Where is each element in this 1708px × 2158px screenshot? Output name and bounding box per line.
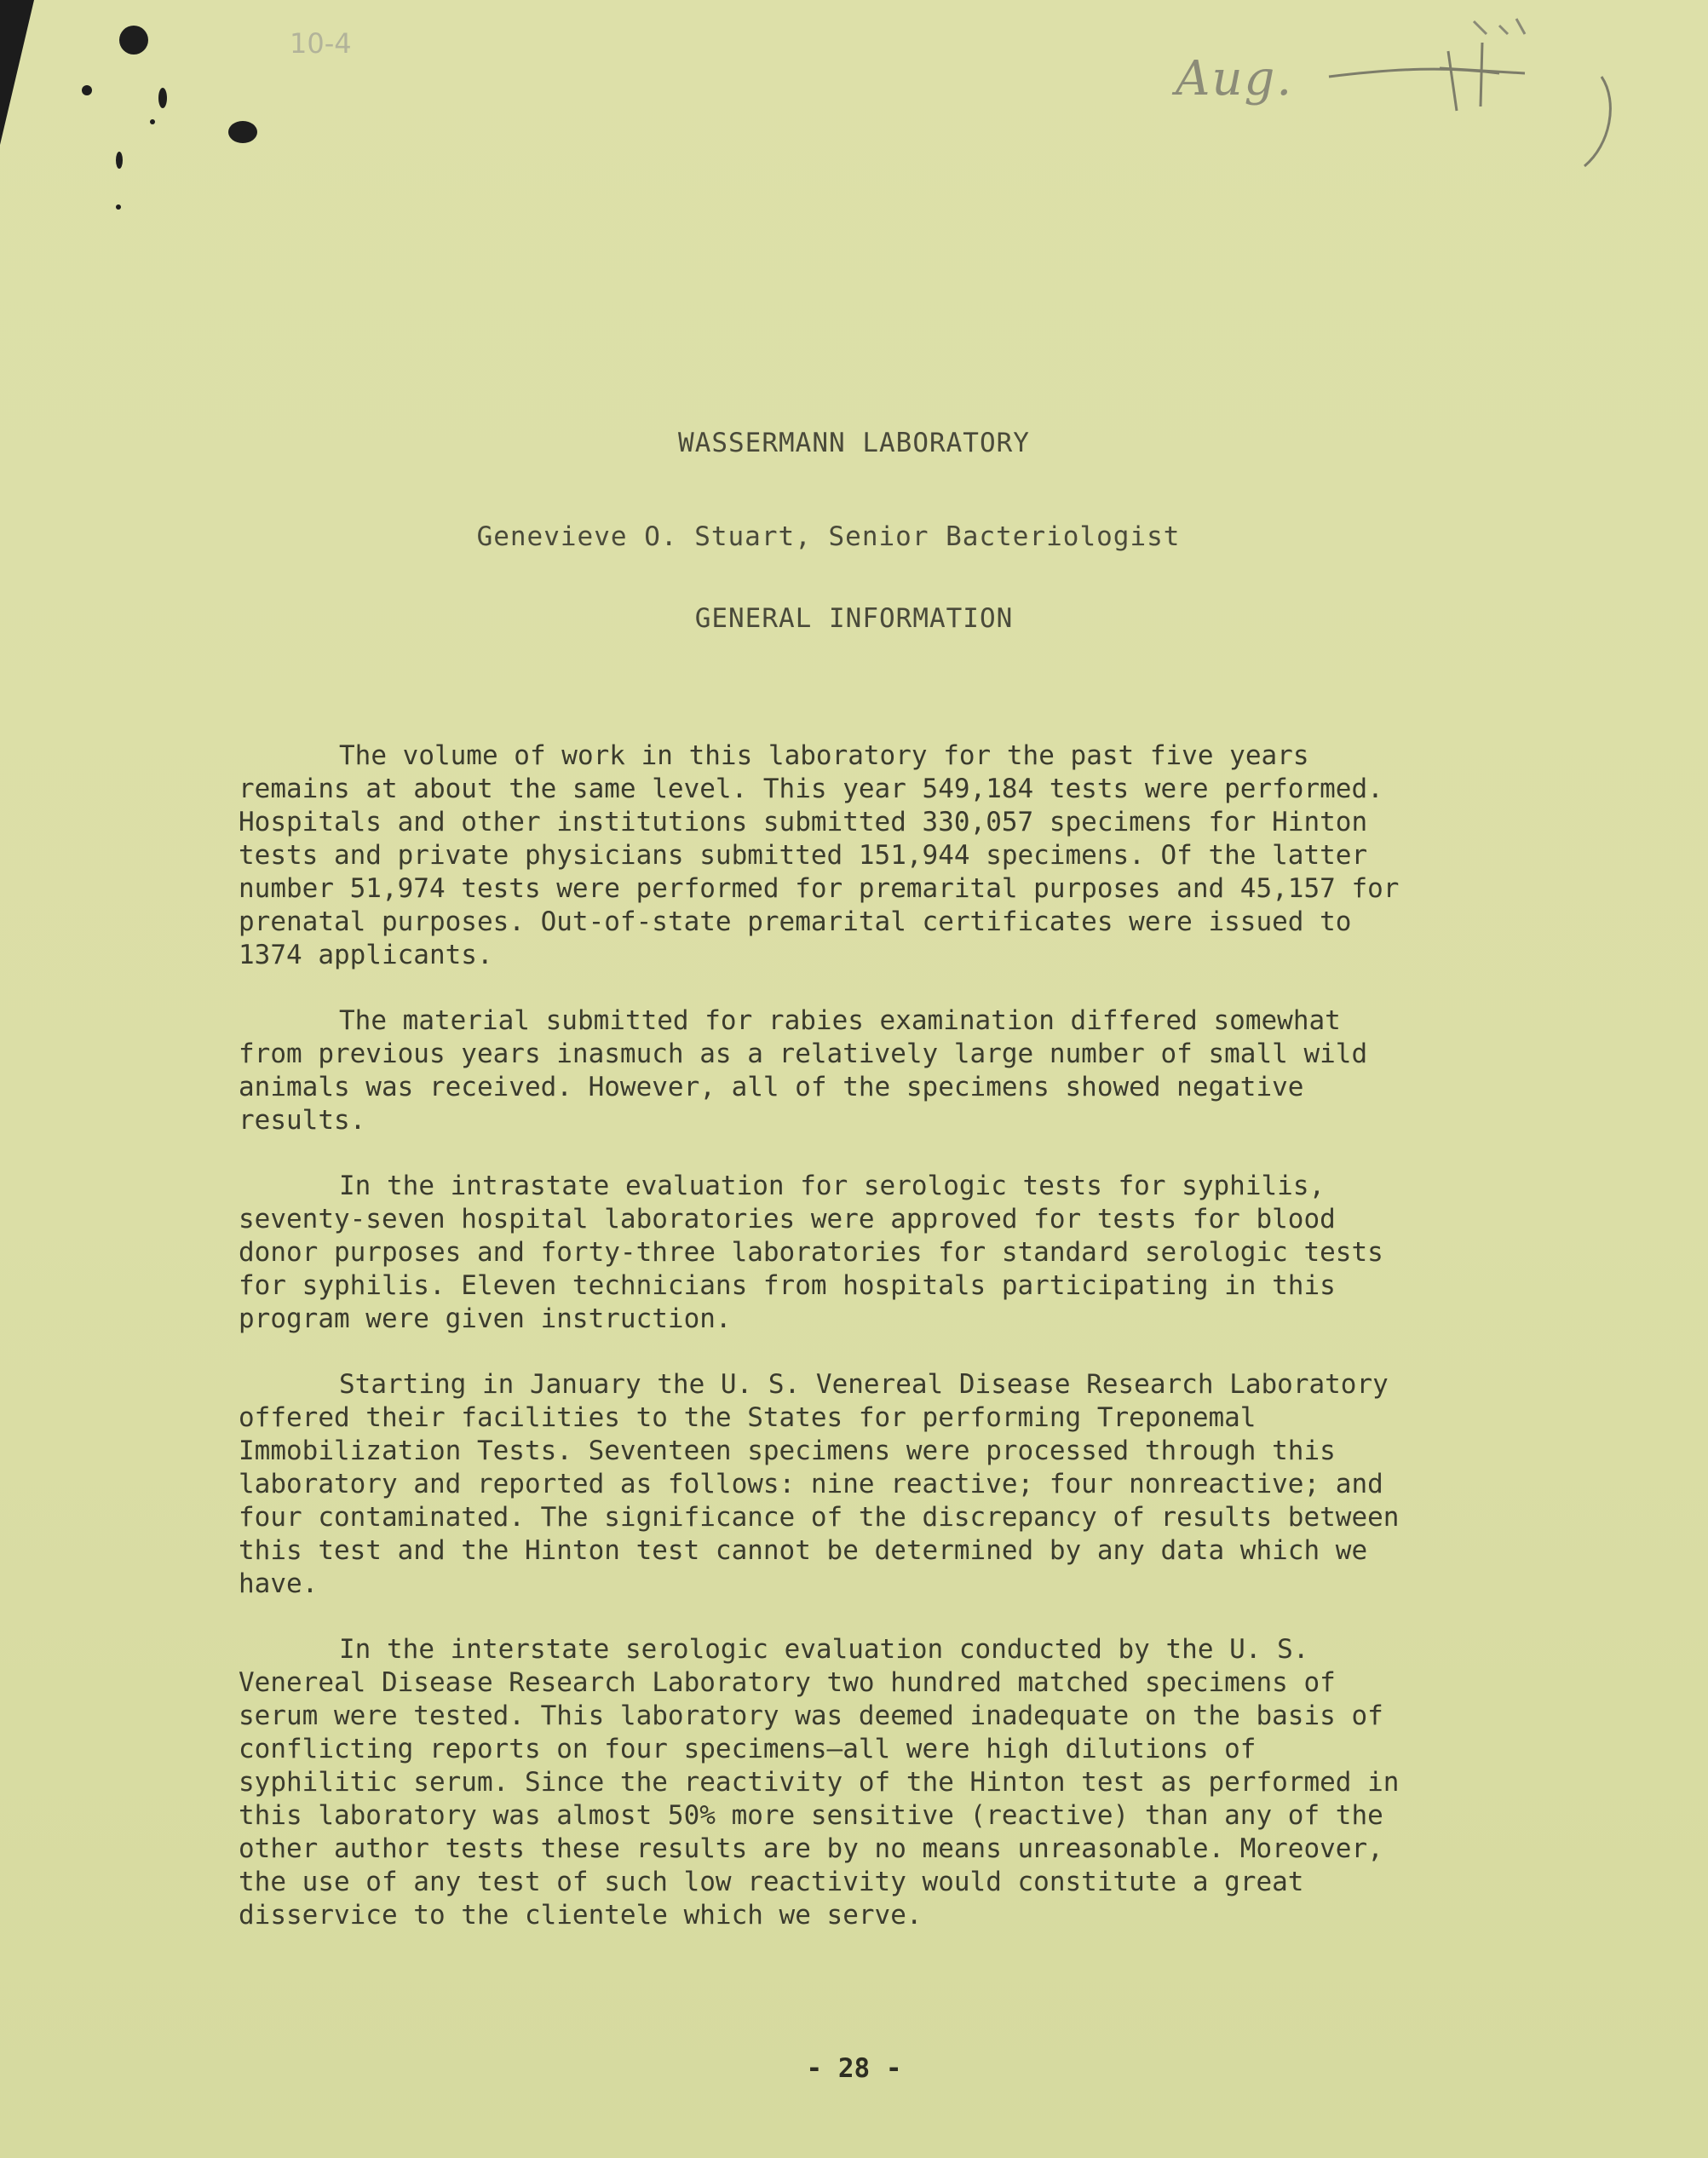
author-line: Genevieve O. Stuart, Senior Bacteriologist [476,521,1181,552]
paragraph: In the intrastate evaluation for serologic tests for syphilis, seventy-seven hospital laboratories were approved for tests for blood donor purposes and forty-three laboratories for standard serologic tests for syphilis. Eleven technicians from hospitals participating in this program were given instruction. [239,1171,1383,1334]
page-number: - 28 - [806,2053,902,2084]
pencil-note-date: Aug. [1176,51,1294,106]
paragraph: In the interstate serologic evaluation conducted by the U. S. Venereal Disease Research Laboratory two hundred matched specimens of serum were tested. This laboratory was deemed inadequate on the basis of conflicting reports on four specimens—all were high dilutions of syphilitic serum. Since the reactivity of the Hinton test as performed in this laboratory was almost 50% more sensitive (reactive) than any of the other author tests these results are by no means unreasonable. Moreover, the use of any test of such low reactivity would constitute a great disservice to the clientele which we serve. [239,1634,1400,1931]
body-text [239,739,1406,1965]
paragraph: Starting in January the U. S. Venereal Disease Research Laboratory offered their facilities to the States for performing Treponemal Immobilization Tests. Seventeen specimens were processed through this laboratory and reported as follows: nine reactive; four nonreactive; and four contaminated. The significance of the discrepancy of results between this test and the Hinton test cannot be determined by any data which we have. [239,1369,1400,1599]
laboratory-title: WASSERMANN LABORATORY [678,428,1030,458]
pencil-note-number: 10-4 [290,27,352,60]
section-heading: GENERAL INFORMATION [694,603,1014,634]
paragraph: The volume of work in this laboratory for the past five years remains at about the same level. This year 549,184 tests were performed. Hospitals and other institutions submitted 330,057 specimens for Hinton tests and private physicians submitted 151,944 specimens. Of the latter number 51,974 tests were performed for premarital purposes and 45,157 for prenatal purposes. Out-of-state premarital certificates were issued to 1374 applicants. [239,740,1400,970]
paragraph: The material submitted for rabies examination differed somewhat from previous years inasmuch as a relatively large number of small wild animals was received. However, all of the specimens showed negative results. [239,1005,1368,1136]
